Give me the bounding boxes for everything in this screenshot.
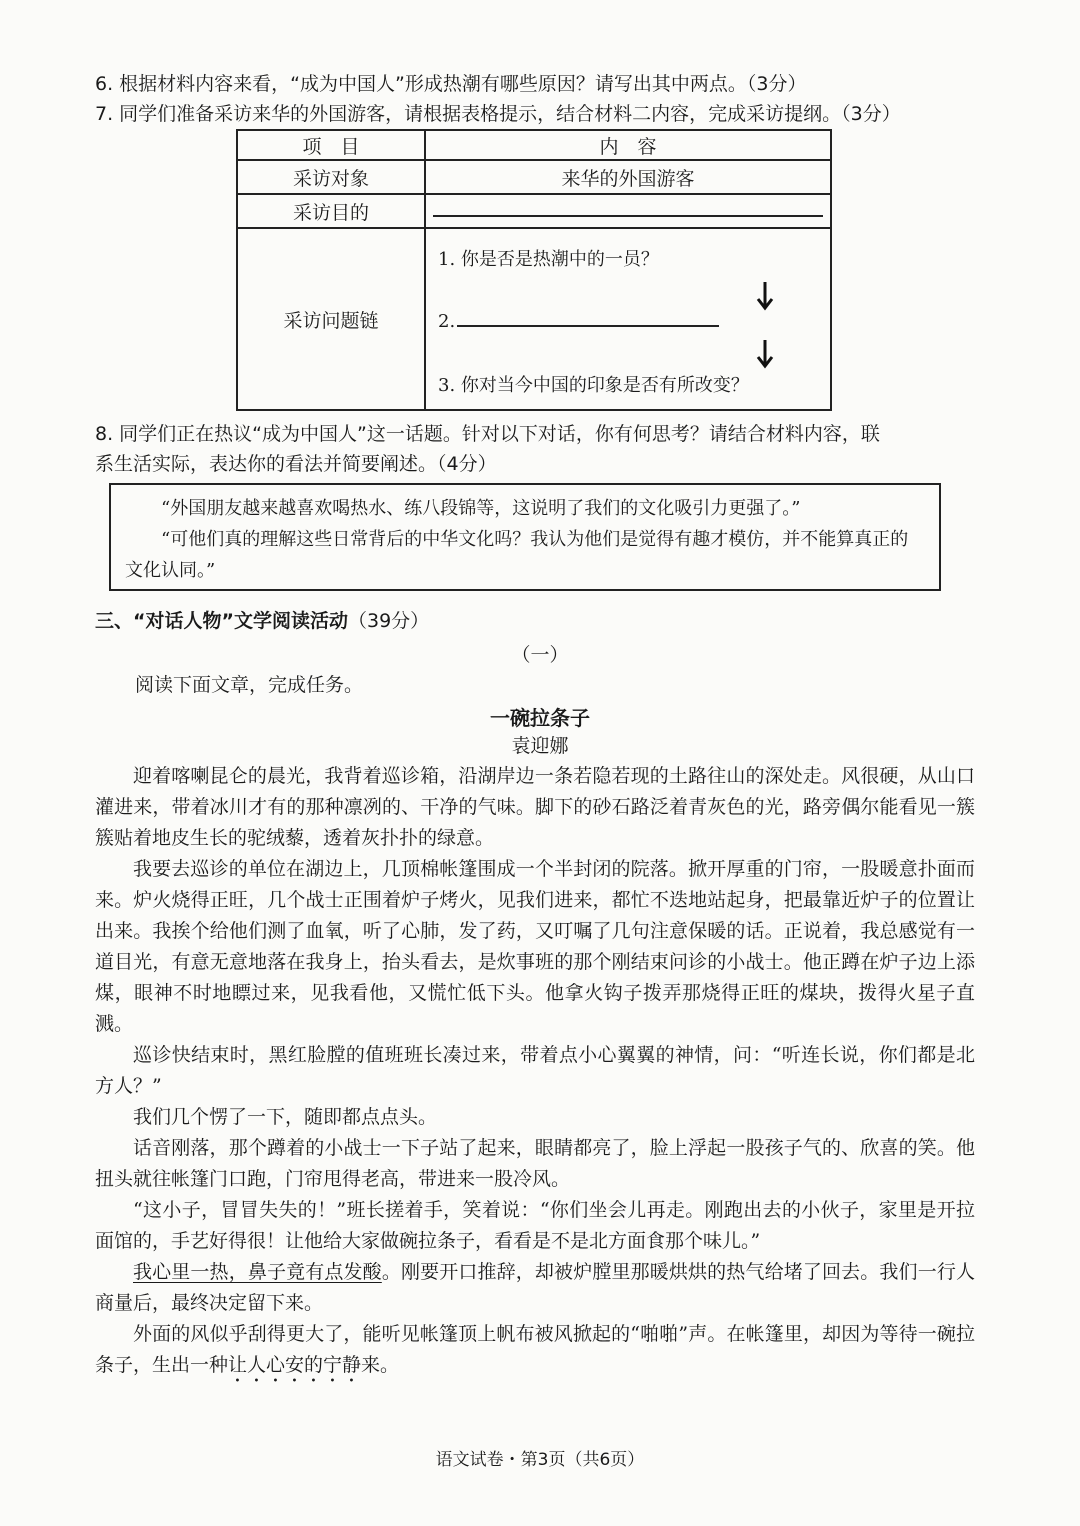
answer-blank-question-2[interactable] (457, 315, 719, 327)
section-3-heading (95, 607, 429, 635)
underlined-sentence: 我心里一热，鼻子竟有点发酸 (133, 1261, 382, 1283)
article-paragraph-6: “这小子，冒冒失失的！”班长搓着手，笑着说：“你们坐会儿再走。刚跑出去的小伙子，家里是开拉面馆的，手艺好得很！让他给大家做碗拉条子，看看是不是北方面食那个味儿。” (95, 1199, 975, 1252)
article-paragraph-3: 巡诊快结束时，黑红脸膛的值班班长凑过来，带着点小心翼翼的神情，问：“听连长说，你们都是北方人？” (95, 1044, 975, 1097)
chain-question-1: 1. 你是否是热潮中的一员？ (438, 249, 659, 270)
dialog-box (109, 483, 941, 591)
row-label-purpose: 采访目的 (237, 194, 425, 228)
section-3-title: 三、“对话人物”文学阅读活动 (95, 610, 348, 632)
interview-outline-table (236, 129, 832, 411)
reading-instruction: 阅读下面文章，完成任务。 (135, 674, 364, 696)
article-paragraph-8 (95, 1319, 975, 1387)
question-6: 6. 根据材料内容来看，“成为中国人”形成热潮有哪些原因？请写出其中两点。（3分） (95, 73, 807, 95)
chain-question-3: 3. 你对当今中国的印象是否有所改变？ (438, 375, 749, 396)
row-label-question-chain: 采访问题链 (237, 228, 425, 410)
question-8-line-1: 8. 同学们正在热议“成为中国人”这一话题。针对以下对话，你有何思考？请结合材料内容，联 (95, 423, 880, 445)
article-paragraph-1: 迎着喀喇昆仑的晨光，我背着巡诊箱，沿湖岸边一条若隐若现的土路往山的深处走。风很硬，从山口灌进来，带着冰川才有的那种凛冽的、干净的气味。脚下的砂石路泛着青灰色的光，路旁偶尔能看见一簇簇贴着地皮生长的驼绒藜，透着灰扑扑的绿意。 (95, 765, 975, 849)
article-paragraph-2: 我要去巡诊的单位在湖边上，几顶棉帐篷围成一个半封闭的院落。掀开厚重的门帘，一股暖意扑面而来。炉火烧得正旺，几个战士正围着炉子烤火，见我们进来，都忙不迭地站起身，把最靠近炉子的位置让出来。我挨个给他们测了血氧，听了心肺，发了药，又叮嘱了几句注意保暖的话。正说着，我总感觉有一道目光，有意无意地落在我身上，抬头看去，是炊事班的那个刚结束问诊的小战士。他正蹲在炉子边上添煤，眼神不时地瞟过来，见我看他，又慌忙低下头。他拿火钩子拨弄那烧得正旺的煤块，拨得火星子直溅。 (95, 858, 975, 1035)
dialog-line-2: “可他们真的理解这些日常背后的中华文化吗？我认为他们是觉得有趣才模仿，并不能算真正的文化认同。” (125, 529, 909, 581)
paragraph-7-rest: 。刚要开口推辞，却被炉膛里那暖烘烘的热气给堵了回去。我们一行人商量后，最终决定留下来。 (95, 1261, 975, 1314)
down-arrow-icon (756, 339, 774, 369)
article-paragraph-7 (95, 1257, 975, 1319)
article-title: 一碗拉条子 (490, 706, 590, 730)
part-label: （一） (511, 644, 569, 666)
article-author: 袁迎娜 (511, 735, 569, 757)
question-chain (426, 229, 830, 409)
chain-question-2-number: 2. (438, 311, 456, 332)
paragraph-8-end: 来。 (361, 1354, 400, 1376)
question-7: 7. 同学们准备采访来华的外国游客，请根据表格提示，结合材料二内容，完成采访提纲。（3分） (95, 103, 901, 125)
table-header-item: 项 目 (237, 130, 425, 160)
answer-blank-purpose[interactable] (425, 194, 831, 228)
row-label-target: 采访对象 (237, 160, 425, 194)
down-arrow-icon (756, 281, 774, 311)
article-paragraph-4: 我们几个愣了一下，随即都点点头。 (133, 1106, 438, 1128)
emphasized-phrase: 让人心安的宁静 (228, 1354, 362, 1376)
chain-question-2 (438, 311, 719, 332)
blank-line (433, 201, 823, 217)
article-paragraph-5: 话音刚落，那个蹲着的小战士一下子站了起来，眼睛都亮了，脸上浮起一股孩子气的、欣喜的笑。他扭头就往帐篷门口跑，门帘甩得老高，带进来一股冷风。 (95, 1137, 975, 1190)
paragraph-8-start: 外面的风似乎刮得更大了，能听见帐篷顶上帆布被风掀起的“啪啪”声。在帐篷里，却因为等待一碗拉条子，生出一种 (95, 1323, 975, 1376)
table-header-content: 内 容 (425, 130, 831, 160)
row-value-target: 来华的外国游客 (425, 160, 831, 194)
page-footer: 语文试卷・第3页（共6页） (435, 1450, 645, 1470)
section-3-score: （39分） (347, 610, 430, 632)
question-8-line-2: 系生活实际，表达你的看法并简要阐述。（4分） (95, 453, 497, 475)
dialog-line-1: “外国朋友越来越喜欢喝热水、练八段锦等，这说明了我们的文化吸引力更强了。” (161, 498, 801, 519)
